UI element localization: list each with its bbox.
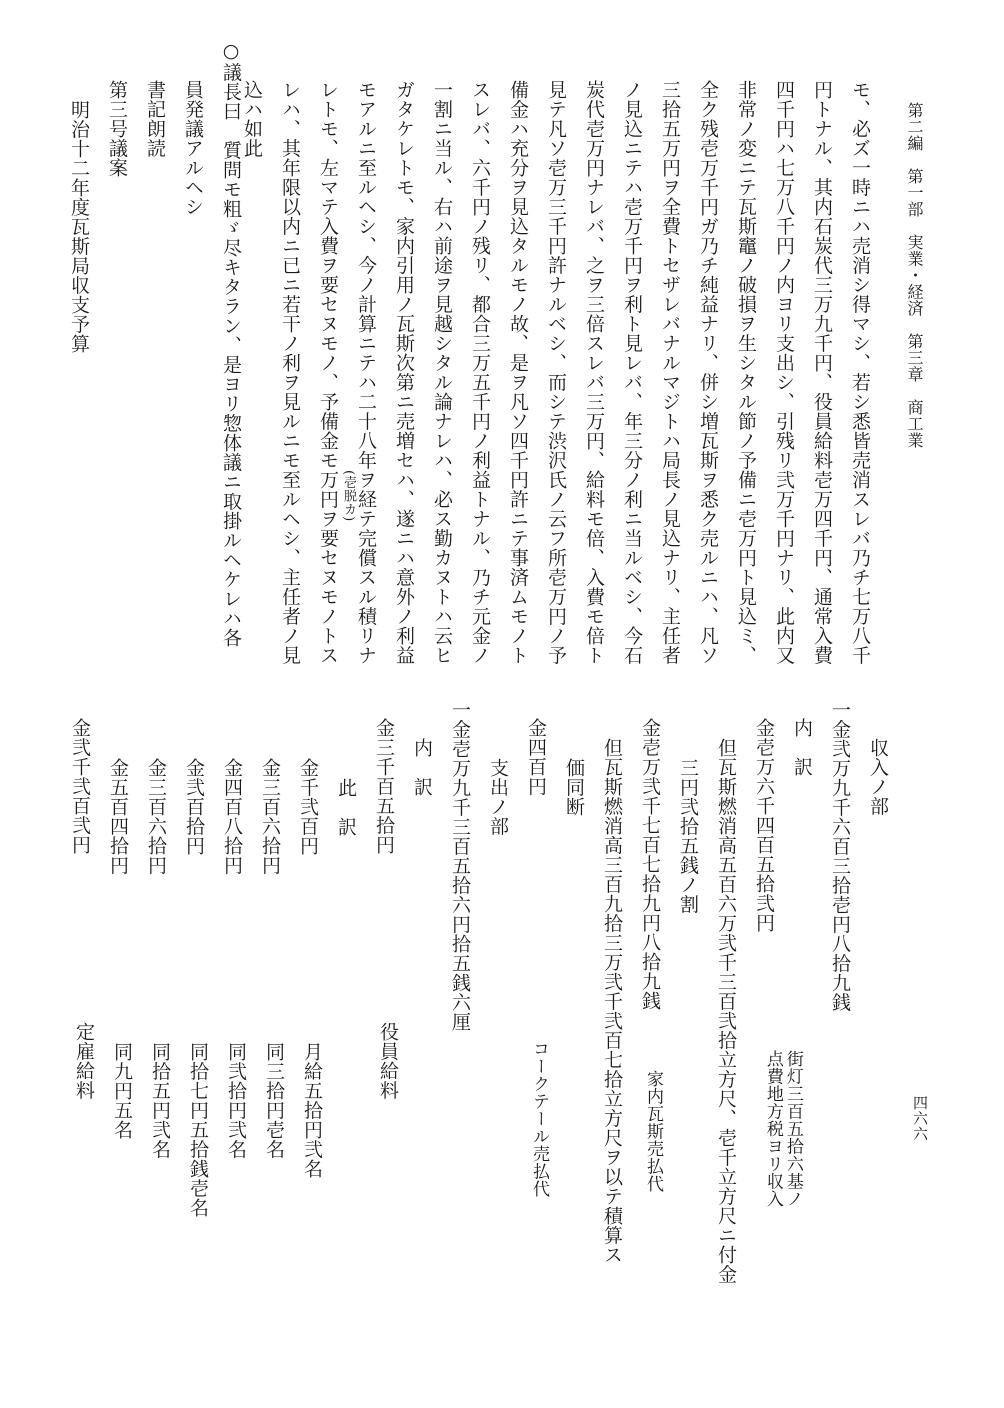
- expense-total: 一金壱万九千三百五拾六円拾五銭六厘: [449, 700, 471, 1032]
- revenue-total: 一金弐万九千六百三拾壱円八拾九銭: [829, 700, 851, 1012]
- salary-row-amount: 金千弐百円: [297, 758, 319, 856]
- page-number: 四六六: [911, 1095, 929, 1142]
- revenue-item-amount: 金壱万弐千七百七拾九円八拾九銭: [639, 718, 661, 1011]
- body-column: 員発議アルヘシ: [182, 80, 204, 217]
- expense-heading: 支出ノ部: [487, 758, 509, 836]
- body-column: 炭代壱万円ナレバ、之ヲ三倍スレバ三万円、給料モ倍、入費モ倍ト: [583, 80, 605, 665]
- fixed-salary-amount: 金弐千弐百弐円: [69, 718, 91, 855]
- body-column: 四千円ハ七万八千円ノ内ヨリ支出シ、引残リ弐万千円ナリ、此内又: [773, 80, 795, 665]
- fixed-salary-label: 定雇給料: [73, 1022, 95, 1100]
- body-column: モアルニ至ルヘシ、今ノ計算ニテハ二十八年ヲ経テ完償スル積リナ: [355, 80, 377, 665]
- salary-row-amount: 金三百六拾円: [259, 758, 281, 875]
- body-column: 全ク残壱万千円ガ乃チ純益ナリ、併シ増瓦斯ヲ悉ク売ルニハ、凡ソ: [697, 80, 719, 665]
- body-column: ノ見込ニテハ壱万千円ヲ利ト見レバ、年三分ノ利ニ当ルベシ、今石: [621, 80, 643, 665]
- salary-row-amount: 金三百六拾円: [145, 758, 167, 875]
- revenue-item-detail: 但瓦斯燃消高三百九拾三万弐千弐百七拾立方尺ヲ以テ積算ス: [601, 738, 623, 1265]
- body-column: レトモ、左マテ入費ヲ要セヌモノ、予備金モ万円ヲ要セヌモノトス: [317, 80, 339, 665]
- body-column: ガタケレトモ、家内引用ノ瓦斯次第ニ売増セハ、遂ニハ意外ノ利益: [393, 80, 415, 665]
- revenue-item-rate: 価同断: [563, 758, 585, 817]
- revenue-item-note: コークテール売払代: [529, 1040, 549, 1198]
- body-column: レハ、其年限以内ニ已ニ若干ノ利ヲ見ルニモ至ルヘシ、主任者ノ見: [279, 80, 301, 665]
- body-column: 非常ノ変ニテ瓦斯竈ノ破損ヲ生シタル節ノ予備ニ壱万円ト見込ミ、: [735, 80, 757, 665]
- revenue-item-rate: 三円弐拾五銭ノ割: [677, 758, 699, 914]
- salary-amount: 金三千百五拾円: [373, 718, 395, 855]
- body-column: モ、必ズ一時ニハ売消シ得マシ、若シ悉皆売消スレバ乃チ七万八千: [849, 80, 871, 665]
- breakdown-label: 内 訳: [411, 738, 433, 797]
- chair-remark-column: ○議長曰 質問モ粗ゞ尽キタラン、是ヨリ惣体議ニ取掛ルヘケレハ各: [220, 40, 242, 648]
- running-head: 第二編 第一部 実業・経済 第三章 商工業: [905, 102, 924, 449]
- body-column: 書記朗読: [144, 80, 166, 158]
- body-column: 円トナル、其内石炭代三万九千円、役員給料壱万四千円、通常入費: [811, 80, 833, 665]
- body-column: 三拾五万円ヲ全費トセザレバナルマジトハ局長ノ見込ナリ、主任者: [659, 80, 681, 665]
- detail-label: 此 訳: [335, 778, 357, 837]
- body-column: 見テ凡ソ壱万三千円許ナルベシ、而シテ渋沢氏ノ云フ所壱万円ノ予: [545, 80, 567, 665]
- salary-row-amount: 金四百八拾円: [221, 758, 243, 875]
- salary-label: 役員給料: [377, 1022, 399, 1100]
- body-column: 込ハ如此: [241, 80, 263, 158]
- salary-row-desc: 月給五拾円弐名: [301, 1042, 323, 1179]
- revenue-item-detail: 但瓦斯燃消高五百六万弐千三百弐拾立方尺、壱千立方尺ニ付金: [715, 738, 737, 1284]
- salary-row-desc: 同拾五円弐名: [149, 1042, 171, 1159]
- body-column: 第三号議案: [106, 80, 128, 178]
- revenue-item-note: 家内瓦斯売払代: [643, 1070, 663, 1193]
- editor-note: (壱脱カ): [341, 470, 356, 522]
- revenue-item-amount: 金壱万六千四百五拾弐円: [753, 718, 775, 933]
- revenue-heading: 収入ノ部: [867, 738, 889, 816]
- salary-row-desc: 同弐拾円弐名: [225, 1042, 247, 1159]
- salary-row-amount: 金弐百拾円: [183, 758, 205, 856]
- body-column: スレバ、六千円ノ残リ、都合三万五千円ノ利益トナル、乃チ元金ノ: [469, 80, 491, 665]
- budget-title: 明治十二年度瓦斯局収支予算: [68, 100, 90, 354]
- salary-row-amount: 金五百四拾円: [107, 758, 129, 875]
- breakdown-label: 内 訳: [791, 718, 813, 777]
- salary-row-desc: 同三拾円壱名: [263, 1042, 285, 1159]
- body-column: 一割ニ当ル、右ハ前途ヲ見越シタル論ナレハ、必ス勤カヌトハ云ヒ: [431, 80, 453, 665]
- revenue-item-amount: 金四百円: [525, 718, 547, 796]
- salary-row-desc: 同九円五名: [111, 1042, 133, 1140]
- salary-row-desc: 同拾七円五拾銭壱名: [187, 1042, 209, 1218]
- revenue-item-note: 街灯三百五拾六基ノ: [782, 1050, 803, 1208]
- body-column: 備金ハ充分ヲ見込タルモノ故、是ヲ凡ソ四千円許ニテ事済ムモノト: [507, 80, 529, 665]
- revenue-item-note: 点費地方税ヨリ収入: [762, 1050, 783, 1208]
